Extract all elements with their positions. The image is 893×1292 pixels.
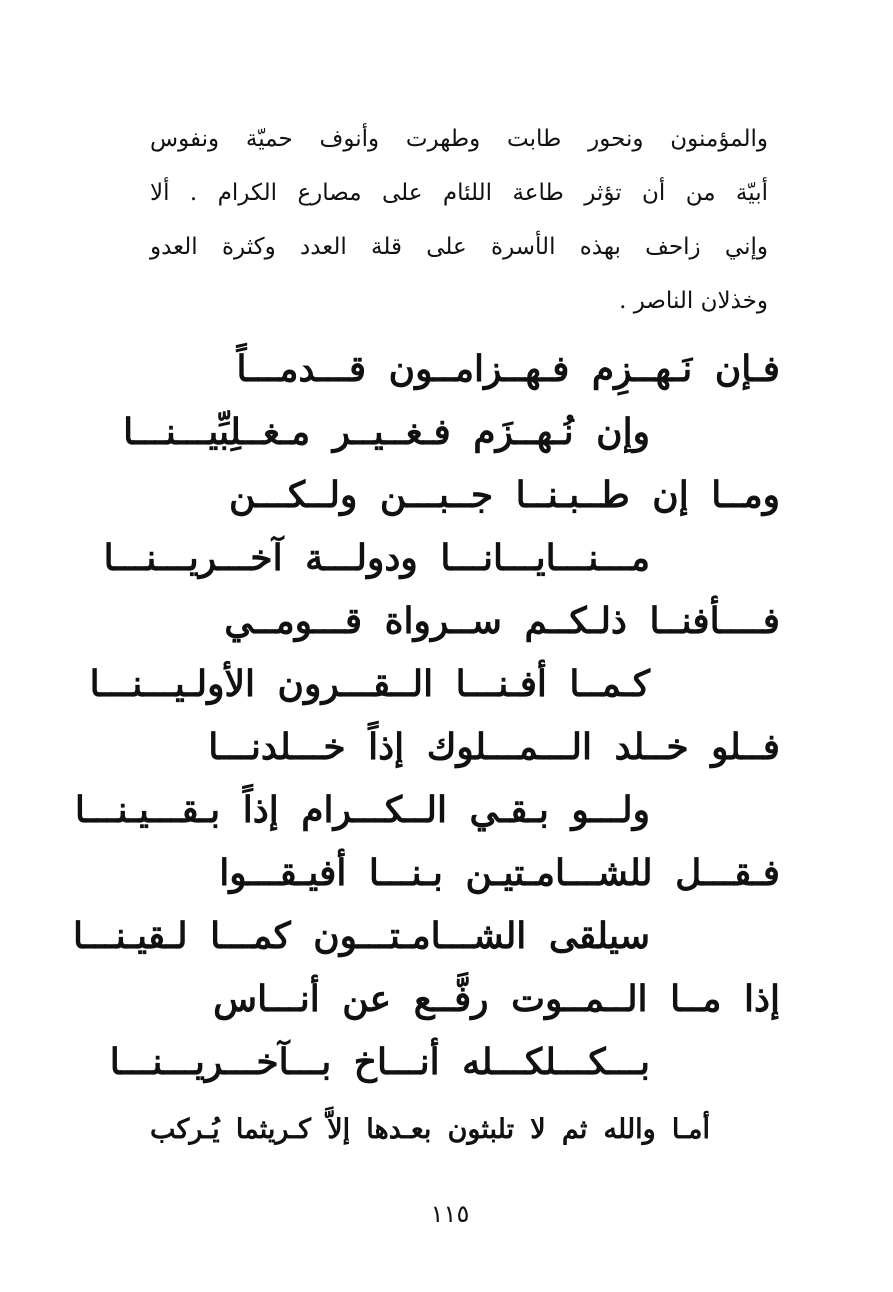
verse-text: ولـــو بـقـي الــكـــرام إذاً بـقـــيـنـــا	[74, 789, 650, 831]
poem-verse-second-hemistich	[89, 653, 780, 716]
verse-text: كـمــا أفـنـــا الــقـــرون الأولـيـــنـــا	[89, 663, 650, 705]
verse-text: فـقـــل للشـــامـتيـن بـنـــا أفيـقـــوا	[219, 852, 780, 894]
prose-line: أبيّة من أن تؤثر طاعة اللئام على مصارع الكرام . ألا	[150, 180, 768, 206]
verse-text: إذا مــا الــمــوت رفَّــع عن أنـــاس	[213, 978, 780, 1020]
poem-verse-first-hemistich	[150, 968, 780, 1031]
poem-verse-second-hemistich	[73, 905, 780, 968]
poem-verse-first-hemistich	[150, 842, 780, 905]
verse-text: فــــأفنــا ذلـكــم ســرواة قـــومــي	[224, 600, 780, 642]
verse-text: ومــا إن طــبـنــا جــبـــن ولــكـــن	[228, 474, 780, 516]
closing-line: أمـا والله ثم لا تلبثون بعـدها إلاَّ كـريثما يُـركب	[150, 1114, 710, 1145]
poem-verse-first-hemistich	[150, 590, 780, 653]
prose-line: وإني زاحف بهذه الأسرة على قلة العدد وكثرة العدو	[150, 234, 768, 260]
poem-verse-second-hemistich	[74, 779, 780, 842]
verse-text: فـإن نَـهــزِم فـهــزامــون قـــدمـــاً	[236, 348, 780, 390]
verse-text: فــلو خــلد الـــمـــلوك إذاً خـــلدنـــا	[208, 726, 780, 768]
poem-verse-second-hemistich	[103, 527, 780, 590]
poem-verse-second-hemistich	[109, 1031, 780, 1094]
poem-verse-first-hemistich	[150, 716, 780, 779]
poem-verse-first-hemistich	[150, 338, 780, 401]
poem-verse-second-hemistich	[123, 401, 780, 464]
prose-line: وخذلان الناصر .	[619, 288, 768, 314]
poem	[73, 338, 780, 1094]
verse-text: سيلقى الشـــامـتـــون كمـــا لـقيـنـــا	[73, 915, 650, 957]
prose-line: والمؤمنون ونحور طابت وطهرت وأنوف حميّة ونفوس	[150, 126, 768, 152]
prose-paragraph	[150, 112, 768, 328]
verse-text: مـــنـــايـــانـــا ودولـــة آخـــريـــنـــا	[103, 537, 650, 579]
verse-text: وإن نُـهــزَم فـغــيــر مـغــلِبِّيـــنـــا	[123, 411, 650, 453]
verse-text: بـــكـــلكـــله أنـــاخ بـــآخـــريـــنـــا	[109, 1041, 650, 1083]
poem-verse-first-hemistich	[150, 464, 780, 527]
page-number: ١١٥	[430, 1200, 470, 1228]
